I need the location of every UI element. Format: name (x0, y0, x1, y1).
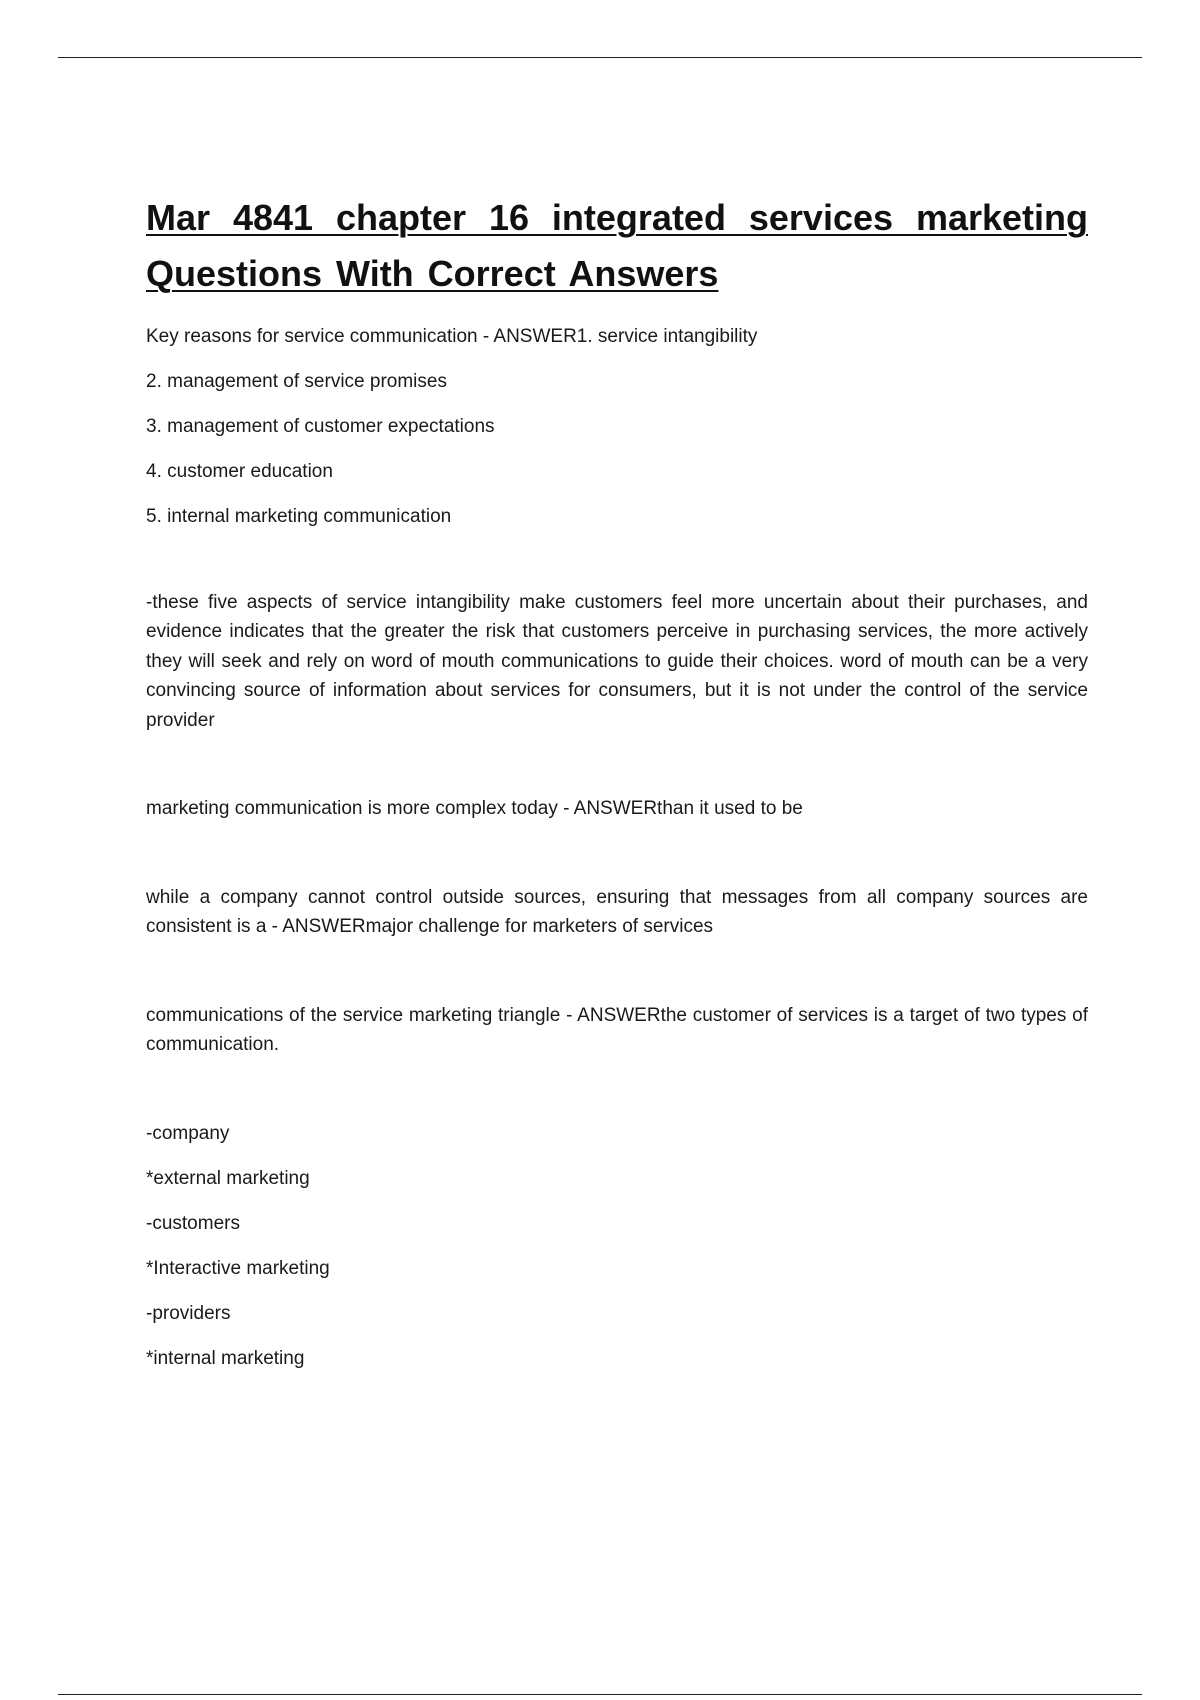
header-rule (58, 57, 1142, 58)
answer-list-item: -providers (146, 1302, 231, 1324)
title-line-1: Mar 4841 chapter 16 integrated services marketing (146, 197, 1088, 238)
question-2: marketing communication is more complex today - ANSWERthan it used to be (146, 798, 803, 819)
question-3: while a company cannot control outside sources, ensuring that messages from all company sources are consistent is a - ANSWERmajor challenge for marketers of services (146, 886, 1088, 937)
answer-list-item: 4. customer education (146, 461, 333, 482)
answer-list-item: 2. management of service promises (146, 371, 447, 392)
question-1-answer: Key reasons for service communication - ANSWER1. service intangibility (146, 326, 758, 347)
answer-list-item: 5. internal marketing communication (146, 506, 452, 527)
title-line-2: Questions With Correct Answers (146, 253, 719, 294)
answer-list-item: -customers (146, 1212, 240, 1234)
answer-list-item: 3. management of customer expectations (146, 416, 495, 437)
document-body (146, 190, 1088, 1389)
answer-list-item: *Interactive marketing (146, 1257, 330, 1279)
answer-list-item: *external marketing (146, 1167, 310, 1189)
answer-list-item: *internal marketing (146, 1347, 305, 1369)
document-title (146, 190, 1088, 302)
footer-rule (58, 1694, 1142, 1695)
question-4: communications of the service marketing triangle - ANSWERthe customer of services is a target of two types of communication. (146, 1004, 1088, 1055)
answer-list-item: -company (146, 1122, 230, 1144)
question-1-explanation: -these five aspects of service intangibility make customers feel more uncertain about their purchases, and evidence indicates that the greater the risk that customers perceive in purchasing services, the more actively they will seek and rely on word of mouth communications to guide their choices. word of mouth can be a very convincing source of information about services for consumers, but it is not under the control of the service provider (146, 591, 1088, 731)
